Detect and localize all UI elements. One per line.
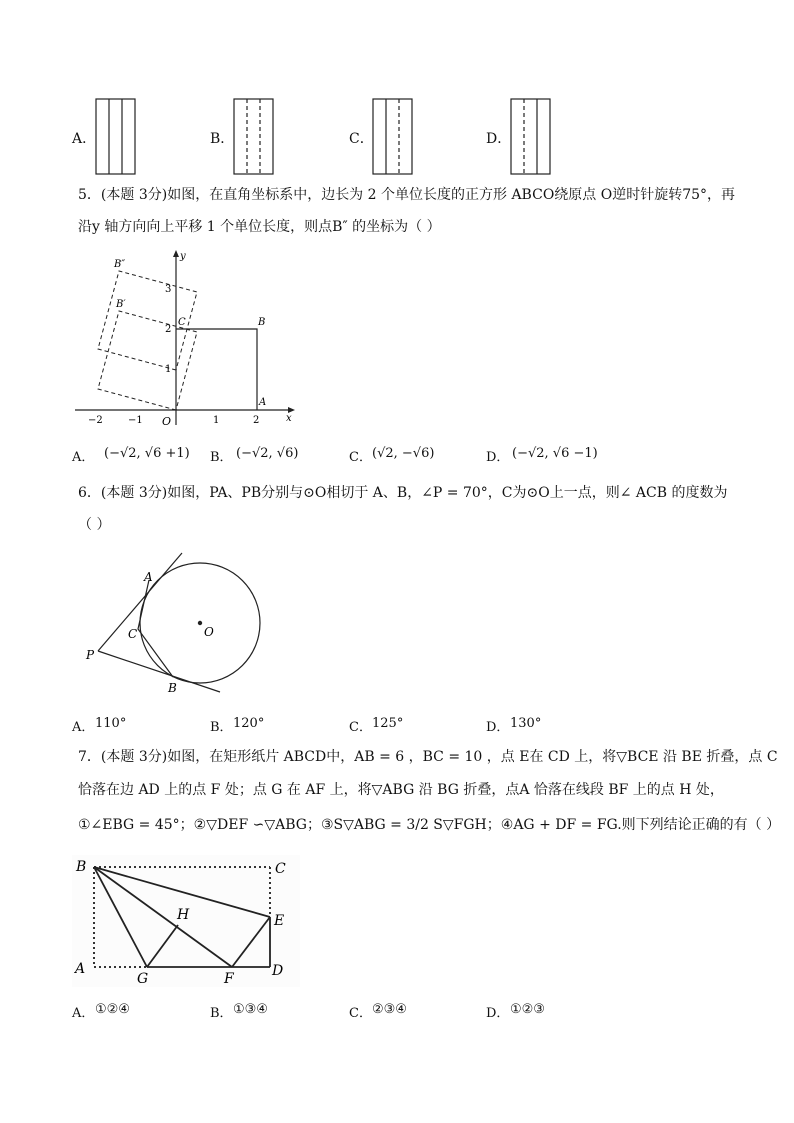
q6-option-c-value: 125° [372, 716, 404, 731]
q5-option-a-value: (−√2, √6 +1) [104, 446, 190, 461]
q5-options [0, 446, 794, 468]
q7-option-b-label: B． [210, 1006, 233, 1021]
q5-option-d-label: D． [486, 450, 510, 465]
q7-options [0, 1002, 794, 1024]
q7-label-c: C [275, 861, 286, 877]
q4-option-c-figure [372, 98, 414, 176]
q4-option-b-label: B． [210, 131, 235, 147]
q6-option-b-label: B． [210, 720, 233, 735]
q6-label-b: B [168, 681, 177, 695]
q7-label-e: E [274, 913, 285, 929]
q6-option-a-value: 110° [95, 716, 127, 731]
q5-label-y: y [180, 251, 186, 262]
q5-label-a: A [259, 397, 267, 408]
q5-option-a-label: A． [72, 450, 95, 465]
q7-option-b-value: ①③④ [233, 1002, 268, 1017]
q6-option-d-value: 130° [510, 716, 542, 731]
q5-stem-line1: 5．(本题 3分)如图，在直角坐标系中，边长为 2 个单位长度的正方形 ABCO绕原点 O逆时针旋转75°，再 [78, 187, 736, 203]
q6-stem-line2: （ ） [78, 517, 111, 533]
q7-option-a-value: ①②④ [95, 1002, 130, 1017]
q6-label-p: P [86, 648, 95, 662]
q5-xtick-neg1: −1 [128, 415, 143, 426]
q6-stem-line1: 6．(本题 3分)如图，PA、PB分别与⊙O相切于 A、B，∠P = 70°，C为⊙O上一点，则∠ ACB 的度数为 [78, 485, 728, 501]
q5-label-c: C [178, 317, 186, 328]
q6-label-a: A [144, 570, 153, 584]
q7-option-c-label: C． [349, 1006, 372, 1021]
q7-label-g: G [137, 971, 149, 987]
q4-option-d-figure [510, 98, 552, 176]
q7-option-d-value: ①②③ [510, 1002, 545, 1017]
q5-option-c-label: C． [349, 450, 372, 465]
q7-label-d: D [272, 963, 284, 979]
q7-stem-line2: 恰落在边 AD 上的点 F 处；点 G 在 AF 上，将▽ABG 沿 BG 折叠，点A 恰落在线段 BF 上的点 H 处， [78, 782, 724, 798]
q5-label-origin: O [162, 415, 172, 428]
q5-ytick-3: 3 [165, 284, 172, 295]
q5-option-d-value: (−√2, √6 −1) [512, 446, 598, 461]
q5-ytick-2: 2 [165, 324, 172, 335]
q6-option-c-label: C． [349, 720, 372, 735]
q7-rectangle-figure [72, 855, 300, 987]
q4-option-a-figure [95, 98, 137, 176]
q7-stem-line3: ①∠EBG = 45°；②▽DEF ∽▽ABG；③S▽ABG = 3/2 S▽FGH；④AG + DF = FG.则下列结论正确的有（ ） [78, 817, 781, 833]
q5-xtick-1: 1 [213, 415, 220, 426]
q4-option-d-label: D． [486, 131, 512, 147]
q7-label-b: B [76, 859, 87, 875]
q6-option-b-value: 120° [233, 716, 265, 731]
q5-option-b-label: B． [210, 450, 233, 465]
q5-option-b-value: (−√2, √6) [236, 446, 299, 461]
q6-option-d-label: D． [486, 720, 510, 735]
q6-circle-figure [80, 545, 270, 700]
q5-stem-line2: 沿y 轴方向向上平移 1 个单位长度，则点B″ 的坐标为（ ） [78, 219, 441, 235]
q4-options [0, 90, 794, 185]
q7-label-f: F [224, 971, 234, 987]
q7-label-a: A [75, 961, 86, 977]
q6-label-c: C [128, 627, 138, 641]
q7-option-c-value: ②③④ [372, 1002, 407, 1017]
q4-option-c-label: C． [349, 131, 374, 147]
q5-label-b: B [258, 317, 266, 328]
q5-label-x: x [286, 413, 292, 424]
q6-options [0, 716, 794, 738]
q6-label-o: O [204, 625, 214, 639]
q6-option-a-label: A． [72, 720, 95, 735]
q5-label-b-prime: B′ [116, 299, 126, 310]
q5-label-b-double-prime: B″ [114, 259, 126, 270]
q5-xtick-neg2: −2 [88, 415, 103, 426]
q7-label-h: H [177, 907, 190, 923]
q7-option-d-label: D． [486, 1006, 510, 1021]
q4-option-b-figure [233, 98, 275, 176]
q5-coordinate-figure [70, 245, 300, 430]
q7-stem-line1: 7．(本题 3分)如图，在矩形纸片 ABCD中，AB = 6 ，BC = 10 ，点 E在 CD 上，将▽BCE 沿 BE 折叠，点 C [78, 749, 778, 765]
q7-option-a-label: A． [72, 1006, 95, 1021]
q4-option-a-label: A． [72, 131, 97, 147]
q5-xtick-2: 2 [253, 415, 260, 426]
q5-option-c-value: (√2, −√6) [372, 446, 435, 461]
q5-ytick-1: 1 [165, 364, 172, 375]
